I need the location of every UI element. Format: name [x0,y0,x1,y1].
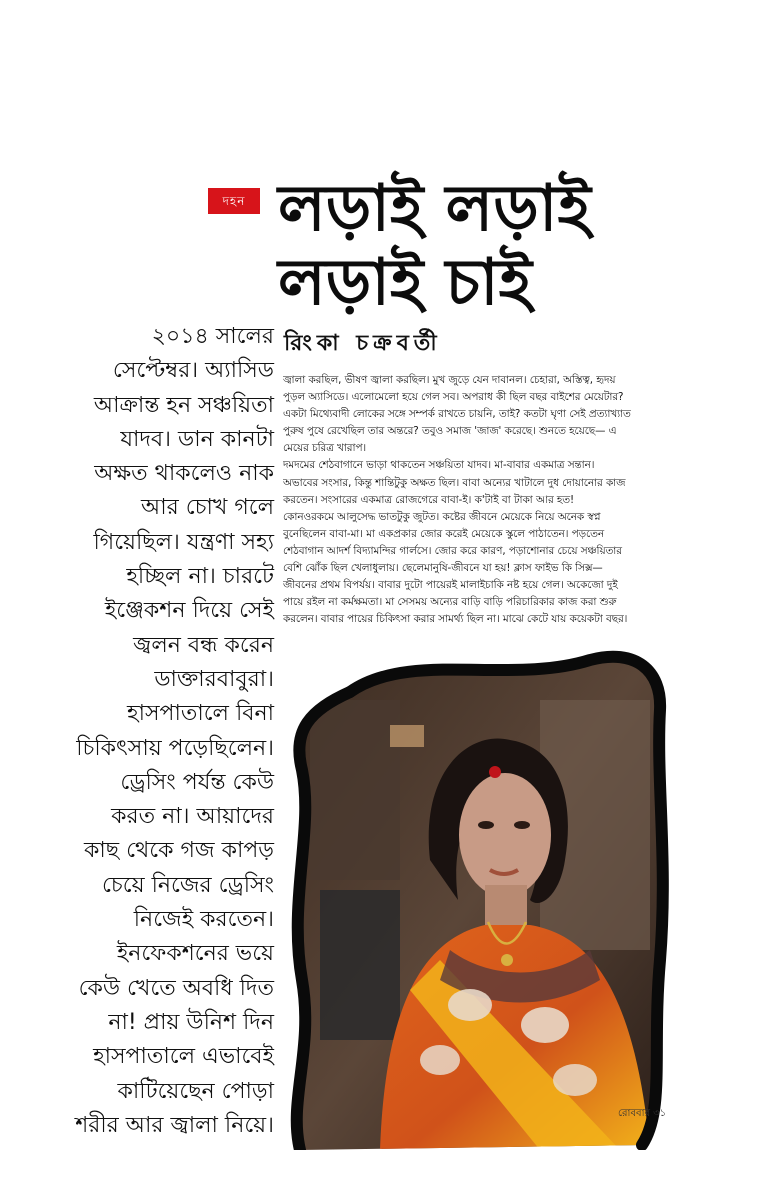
headline-line-1: লড়াই লড়াই [278,172,591,246]
pull-quote-line: হাসপাতালে বিনা [127,701,274,727]
body-line: করতেন। সংসারের একমাত্র রোজগেরে বাবা-ই। ক'টাই বা টাকা আর হত! [283,493,575,506]
pull-quote-line: জ্বলন বন্ধ করেন [133,632,274,658]
pull-quote-line: ড্রেসিং পর্যন্ত কেউ [120,769,274,795]
pull-quote-line: যাদব। ডান কানটা [120,426,274,452]
pull-quote-line: কাটিয়েছেন পোড়া [117,1078,274,1104]
pull-quote-line: ডাক্তারবাবুরা। [154,666,274,692]
pull-quote [60,320,274,1143]
headline [278,172,748,320]
body-line: অভাবের সংসার, কিন্তু শান্তিটুকু অক্ষত ছিল। বাবা অন্যের খাটালে দুধ দোয়ানোর কাজ [283,476,626,489]
body-line: শেঠবাগান আদর্শ বিদ্যামন্দির গার্লসে। জোর করে কারণ, পড়াশোনার চেয়ে সঞ্চয়িতার [283,544,622,557]
pull-quote-line: কাছ থেকে গজ কাপড় [84,838,274,864]
body-line: বেশি ঝোঁক ছিল খেলাধুলায়। ছেলেমানুষি-জীবনে যা হয়! ক্লাস ফাইভ কি সিক্স— [283,562,603,575]
body-line: মেয়ের চরিত্র খারাপ। [283,442,367,455]
pull-quote-line: করত না। আয়াদের [111,804,274,830]
body-line: একটা মিথ্যেবাদী লোকের সঙ্গে সম্পর্ক রাখতে চায়নি, তাই? কতটা ঘৃণা সেই প্রত্যাখ্যাত [283,408,631,421]
body-line: পুড়ল অ্যাসিডে। এলোমেলো হয়ে গেল সব। অপরাধ কী ছিল বছর বাইশের মেয়েটার? [283,391,624,404]
pull-quote-line: ইনফেকশনের ভয়ে [116,941,274,967]
body-line: দমদমের শেঠবাগানে ভাড়া থাকতেন সঞ্চয়িতা যাদব। মা-বাবার একমাত্র সন্তান। [283,459,595,472]
body-line: জ্বালা করছিল, ভীষণ জ্বালা করছিল। মুখ জুড়ে যেন দাবানল। চেহারা, অস্তিত্ব, হৃদয় [283,374,616,386]
article-body [283,372,741,628]
pull-quote-line: ২০১৪ সালের [151,324,274,349]
pull-quote-line: না! প্রায় উনিশ দিন [108,1009,274,1035]
pull-quote-line: সেপ্টেম্বর। অ্যাসিড [112,358,274,384]
pull-quote-line: ইঞ্জেকশন দিয়ে সেই [104,598,274,624]
byline: রিংকা চক্রবর্তী [284,331,442,356]
body-line: কোনওরকমে আলুসেদ্ধ ভাতটুকু জুটত। কষ্টের জীবনে মেয়েকে নিয়ে অনেক স্বপ্ন [283,510,601,523]
pull-quote-line: হচ্ছিল না। চারটে [126,564,274,590]
headline-line-2: লড়াই চাই [278,246,532,320]
portrait-frame [290,630,670,1150]
pull-quote-line: কেউ খেতে অবধি দিত [78,975,274,1001]
pull-quote-line: আর চোখ গলে [140,495,274,521]
pull-quote-line: শরীর আর জ্বালা নিয়ে। [75,1112,274,1138]
body-line: পায়ে রইল না কর্মক্ষমতা। মা সেসময় অন্যের বাড়ি বাড়ি পরিচারিকার কাজ করা শুরু [283,596,617,609]
pull-quote-line: অক্ষত থাকলেও নাক [94,461,274,487]
body-line: বুনেছিলেন বাবা-মা। মা একপ্রকার জোর করেই মেয়েকে স্কুলে পাঠাতেন। পড়তেন [283,527,605,540]
portrait-photo [290,630,670,1150]
pull-quote-line: আক্রান্ত হন সঞ্চয়িতা [93,392,274,418]
pull-quote-line: গিয়েছিল। যন্ত্রণা সহ্য [93,529,274,555]
pull-quote-line: হাসপাতালে এভাবেই [93,1044,274,1070]
pull-quote-line: চেয়ে নিজের ড্রেসিং [102,872,274,898]
pull-quote-line: নিজেই করতেন। [133,907,274,933]
body-line: জীবনের প্রথম বিপর্যয়। বাবার দুটো পায়েরই মালাইচাকি নষ্ট হয়ে গেল। অকেজো দুই [283,579,618,592]
page-folio: রোববার ৩১ [618,1108,667,1119]
body-line: করলেন। বাবার পায়ের চিকিৎসা করার সামর্থ্য ছিল না। মাঝে কেটে যায় কয়েকটা বছর। [283,613,628,626]
pull-quote-line: চিকিৎসায় পড়েছিলেন। [76,735,274,761]
body-line: পুরুষ পুষে রেখেছিল তার অন্তরে? তবুও সমাজ 'জাজ' করেছে। শুনতে হয়েছে— এ [283,425,617,438]
section-tag: দহন [208,188,260,214]
